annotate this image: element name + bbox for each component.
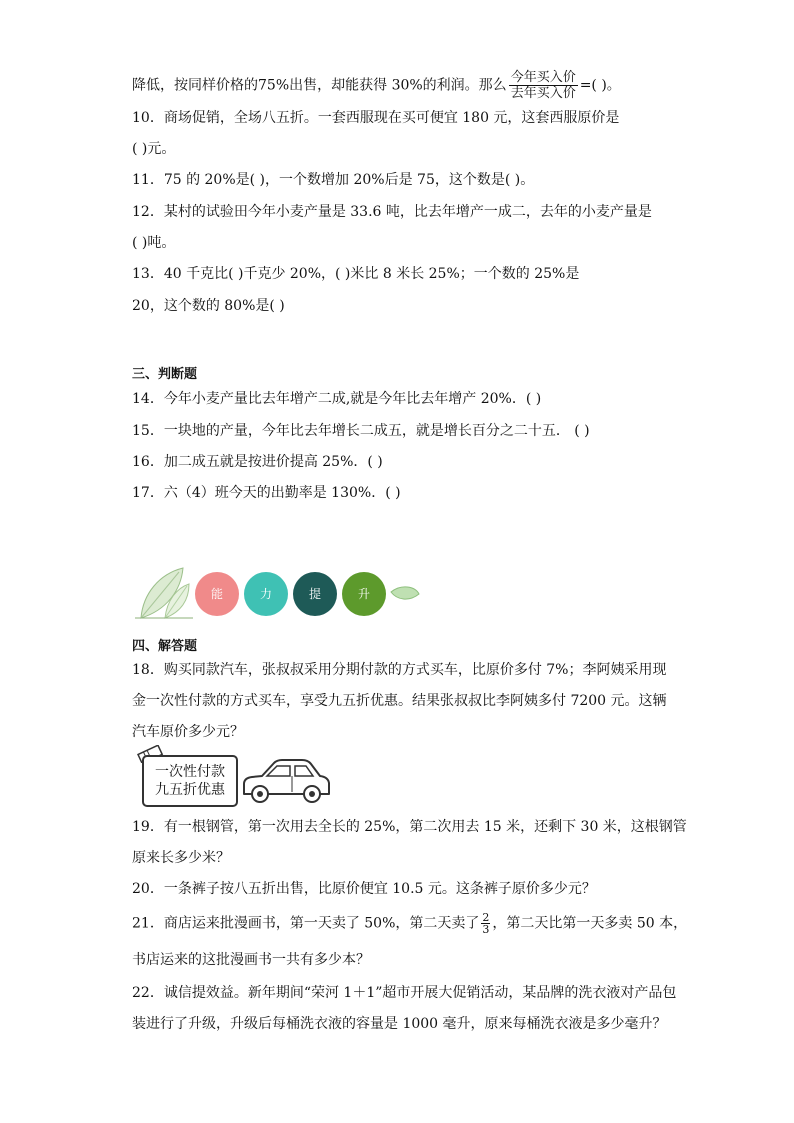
q9-text-a: 降低，按同样价格的75%出售，却能获得 30%的利润。那么 <box>132 77 507 94</box>
car-icon <box>240 756 332 806</box>
q21-text-a: 21．商店运来批漫画书，第一天卖了 50%，第二天卖了 <box>132 915 480 932</box>
banner-circle-3: 提 <box>293 572 337 616</box>
question-17: 17．六（4）班今天的出勤率是 130%．( ) <box>132 485 401 501</box>
question-15: 15．一块地的产量，今年比去年增长二成五，就是增长百分之二十五． ( ) <box>132 423 590 439</box>
payment-note-line-2: 九五折优惠 <box>155 782 225 798</box>
question-13-line-1: 13．40 千克比( )千克少 20%，( )米比 8 米长 25%；一个数的 25%是 <box>132 266 580 282</box>
banner-circle-1: 能 <box>195 572 239 616</box>
question-10-line-1: 10．商场促销，全场八五折。一套西服现在买可便宜 180 元，这套西服原价是 <box>132 110 620 126</box>
question-10-line-2: ( )元。 <box>132 141 176 157</box>
question-12-line-2: ( )吨。 <box>132 235 176 251</box>
banner-circle-4: 升 <box>342 572 386 616</box>
section-4-heading: 四、解答题 <box>132 639 198 654</box>
payment-note-line-1: 一次性付款 <box>155 764 225 780</box>
question-21-line-1 <box>132 912 687 935</box>
q21-fraction-numerator: 2 <box>482 911 490 924</box>
q9-fraction-denominator: 去年买入价 <box>510 86 576 101</box>
question-11: 11．75 的 20%是( )，一个数增加 20%后是 75，这个数是( )。 <box>132 172 535 188</box>
q9-text-b: =( )。 <box>579 77 621 94</box>
question-20: 20．一条裤子按八五折出售，比原价便宜 10.5 元。这条裤子原价多少元？ <box>132 881 596 897</box>
q21-fraction <box>481 912 490 935</box>
q21-fraction-denominator: 3 <box>482 923 490 936</box>
question-13-line-2: 20，这个数的 80%是( ) <box>132 298 285 314</box>
question-22-line-2: 装进行了升级，升级后每桶洗衣液的容量是 1000 毫升，原来每桶洗衣液是多少毫升？ <box>132 1016 667 1032</box>
question-19-line-2: 原来长多少米？ <box>132 850 230 866</box>
payment-note-card <box>142 755 238 807</box>
question-12-line-1: 12．某村的试验田今年小麦产量是 33.6 吨，比去年增产一成二，去年的小麦产量是 <box>132 204 652 220</box>
section-3-heading: 三、判断题 <box>132 367 198 382</box>
question-14: 14．今年小麦产量比去年增产二成,就是今年比去年增产 20%．( ) <box>132 391 542 407</box>
q21-text-b: ，第二天比第一天多卖 50 本， <box>492 915 688 932</box>
ability-banner <box>135 564 425 620</box>
question-21-line-2: 书店运来的这批漫画书一共有多少本？ <box>132 952 370 968</box>
question-18-line-2: 金一次性付款的方式买车，享受九五折优惠。结果张叔叔比李阿姨多付 7200 元。这辆 <box>132 693 667 709</box>
question-22-line-1: 22．诚信提效益。新年期间“荣河 1＋1”超市开展大促销活动，某品牌的洗衣液对产品包 <box>132 985 677 1001</box>
question-9-continued <box>132 70 621 101</box>
question-18-line-1: 18．购买同款汽车，张叔叔采用分期付款的方式买车，比原价多付 7%；李阿姨采用现 <box>132 662 667 678</box>
question-16: 16．加二成五就是按进价提高 25%．( ) <box>132 454 383 470</box>
q9-fraction <box>509 70 578 101</box>
question-19-line-1: 19．有一根钢管，第一次用去全长的 25%，第二次用去 15 米，还剩下 30 米，这根钢管 <box>132 819 687 835</box>
question-18-line-3: 汽车原价多少元？ <box>132 724 244 740</box>
banner-circle-2: 力 <box>244 572 288 616</box>
q9-fraction-numerator: 今年买入价 <box>510 70 576 85</box>
